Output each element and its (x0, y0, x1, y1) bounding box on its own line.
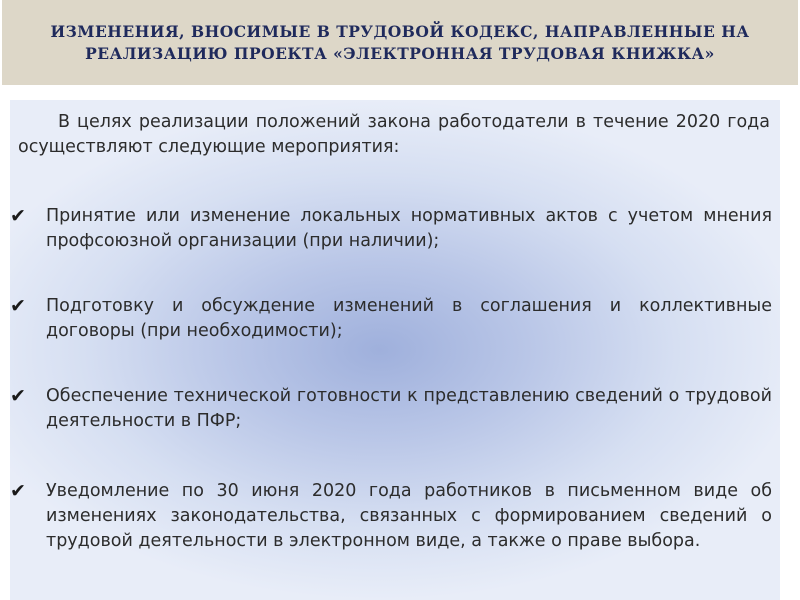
checkmark-icon: ✔ (10, 480, 26, 502)
list-item-4: Уведомление по 30 июня 2020 года работников в письменном виде об изменениях законодательства, связанных с формированием сведений о трудовой деятельности в электронном виде, а также о праве выбора. (46, 481, 772, 551)
checkmark-icon: ✔ (10, 205, 26, 227)
slide-title-line-1: ИЗМЕНЕНИЯ, ВНОСИМЫЕ В ТРУДОВОЙ КОДЕКС, НАПРАВЛЕННЫЕ НА (50, 21, 750, 41)
content-panel (10, 100, 780, 600)
checkmark-icon: ✔ (10, 385, 26, 407)
list-item-2: Подготовку и обсуждение изменений в соглашения и коллективные договоры (при необходимости); (46, 296, 772, 341)
list-item-3: Обеспечение технической готовности к представлению сведений о трудовой деятельности в ПФР; (46, 386, 772, 431)
list-item-1: Принятие или изменение локальных нормативных актов с учетом мнения профсоюзной организации (при наличии); (46, 206, 772, 251)
slide-title-line-2: РЕАЛИЗАЦИЮ ПРОЕКТА «ЭЛЕКТРОННАЯ ТРУДОВАЯ КНИЖКА» (85, 43, 715, 63)
intro-paragraph: В целях реализации положений закона работодатели в течение 2020 года осуществляют следующие мероприятия: (18, 112, 770, 157)
title-band (2, 0, 798, 85)
checkmark-icon: ✔ (10, 295, 26, 317)
